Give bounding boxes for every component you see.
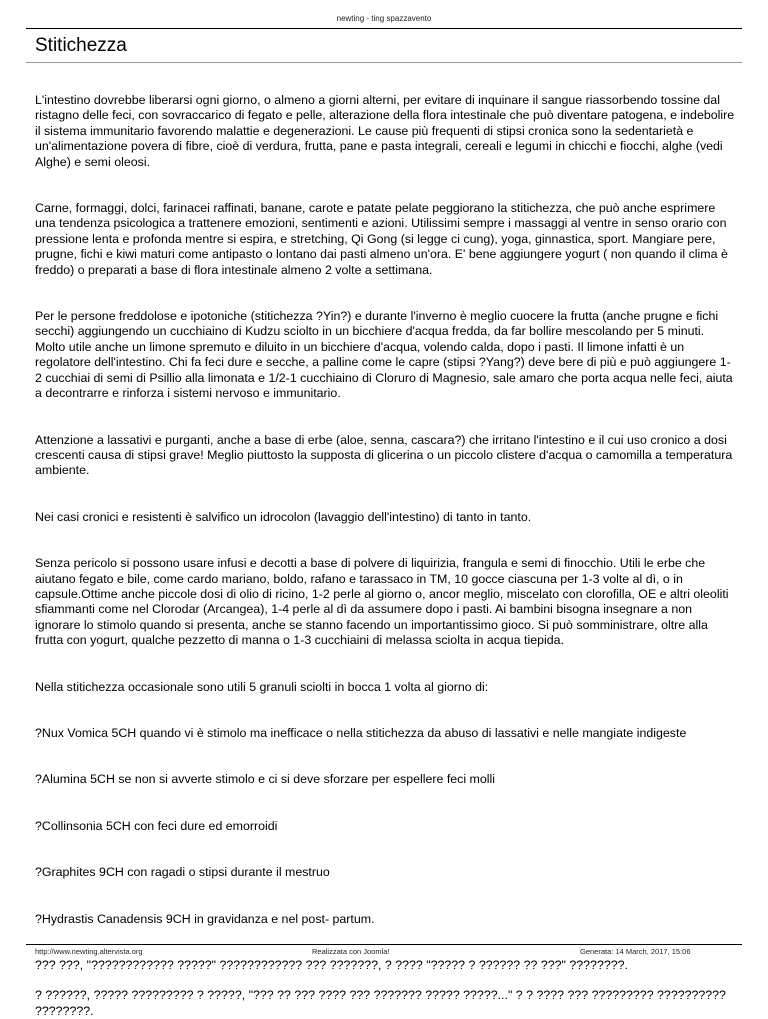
- header-divider: [26, 28, 742, 29]
- footer-credit: Realizzata con Joomla!: [312, 947, 390, 956]
- paragraph-idrocolon: Nei casi cronici e resistenti è salvifico un idrocolon (lavaggio dell'intestino) di tanto in tanto.: [35, 509, 532, 524]
- unreadable-line-2: ? ??????, ????? ????????? ? ?????, "??? ?? ??? ???? ??? ??????? ????? ?????..." ? ? ???? ??? ????????? ?????????? ????????.: [35, 988, 726, 1018]
- paragraph-intro: L'intestino dovrebbe liberarsi ogni giorno, o almeno a giorni alterni, per evitare di inquinare il sangue riassorbendo tossine dal ristagno delle feci, con sovraccarico di fegato e pelle, alterazione della flora intestinale che può diventare patogena, e indebolire il sistema immunitario favorendo malattie e degenerazioni. Le cause più frequenti di stipsi cronica sono la sedentarietà e un'alimentazione povera di fibre, cioè di verdura, frutta, pane e pasta integrali, cereali e legumi in chicchi e fiocchi, alghe (vedi Alghe) e semi oleosi.: [35, 93, 735, 169]
- paragraph-laxatives: Attenzione a lassativi e purganti, anche a base di erbe (aloe, senna, cascara?) che irritano l'intestino e il cui uso cronico a dosi crescenti causa di stipsi grave! Meglio piuttosto la supposta di glicerina o un piccolo clistere d'acqua o camomilla a temperatura ambiente.: [35, 432, 733, 478]
- paragraph-foods: Carne, formaggi, dolci, farinacei raffinati, banane, carote e patate pelate peggiorano la stitichezza, che può anche esprimere una tendenza psicologica a trattenere emozioni, sentimenti e azioni. Utilissimi sempre i massaggi al ventre in senso orario con pressione lenta e profonda mentre si espira, e stretching, Qi Gong (si legge ci cung), yoga, ginnastica, sport. Mangiare pere, prugne, fichi e kiwi maturi come antipasto o lontano dai pasti almeno un'ora. E' bene aggiungere yogurt ( non quando il clima è freddo) o preparati a base di flora intestinale almeno 2 volte a settimana.: [35, 201, 728, 277]
- article-body: [35, 93, 735, 1019]
- site-header-text: newting - ting spazzavento: [336, 14, 432, 23]
- remedy-alumina: ?Alumina 5CH se non si avverte stimolo e ci si deve sforzare per espellere feci molli: [35, 772, 496, 787]
- paragraph-herbs: Senza pericolo si possono usare infusi e decotti a base di polvere di liquirizia, frangula e semi di finocchio. Utili le erbe che aiutano fegato e bile, come cardo mariano, boldo, rafano e tarassaco in TM, 10 gocce ciascuna per 1-3 volte al dì, o in capsule.Ottime anche piccole dosi di olio di ricino, 1-2 perle al giorno o, ancor meglio, miscelato con clorofilla, OE e altri oleoliti sfiammanti come nel Clorodar (Arcangea), 1-4 perle al dì da assumere dopo i pasti. Ai bambini bisogna insegnare a non ignorare lo stimolo quando si presenta, anche se stanno facendo un importantissimo gioco. Si può somministrare, oltre alla frutta con yogurt, qualche pezzetto di manna o 1-3 cucchiaini di melassa sciolta in acqua tiepida.: [35, 556, 729, 648]
- paragraph-homeopathy-intro: Nella stitichezza occasionale sono utili 5 granuli sciolti in bocca 1 volta al giorno di:: [35, 679, 489, 694]
- paragraph-yin-yang: Per le persone freddolose e ipotoniche (stitichezza ?Yin?) e durante l'inverno è meglio cuocere la frutta (anche prugne e fichi secchi) aggiungendo un cucchiaino di Kudzu sciolto in un bicchiere d'acqua fredda, da far bollire mescolando per 5 minuti. Molto utile anche un limone spremuto e diluito in un bicchiere d'acqua, volendo calda, dopo i pasti. Il limone infatti è un regolatore dell'intestino. Chi fa feci dure e secche, a palline come le capre (stipsi ?Yang?) deve bere di più e può aggiungere 1-2 cucchiai di semi di Psillio alla limonata e 1/2-1 cucchiaino di Cloruro di Magnesio, sale amaro che porta acqua nelle feci, aiuta a decontrarre e rinforza i sistemi nervoso e immunitario.: [35, 309, 733, 401]
- remedy-graphites: ?Graphites 9CH con ragadi o stipsi durante il mestruo: [35, 865, 330, 880]
- page-title: Stitichezza: [35, 35, 127, 56]
- remedy-nux-vomica: ?Nux Vomica 5CH quando vi è stimolo ma inefficace o nella stitichezza da abuso di lassativi e nelle mangiate indigeste: [35, 725, 687, 740]
- title-divider: [26, 62, 742, 63]
- remedy-collinsonia: ?Collinsonia 5CH con feci dure ed emorroidi: [35, 818, 278, 833]
- footer-generated: Generata: 14 March, 2017, 15:06: [580, 947, 691, 956]
- remedy-hydrastis: ?Hydrastis Canadensis 9CH in gravidanza e nel post- partum.: [35, 911, 375, 926]
- unreadable-line-1: ??? ???, "???????????? ?????" ???????????? ??? ???????, ? ???? "????? ? ?????? ?? ???" ????????.: [35, 958, 628, 972]
- footer-url[interactable]: http://www.newting.altervista.org: [35, 947, 143, 956]
- footer-divider: [26, 944, 742, 945]
